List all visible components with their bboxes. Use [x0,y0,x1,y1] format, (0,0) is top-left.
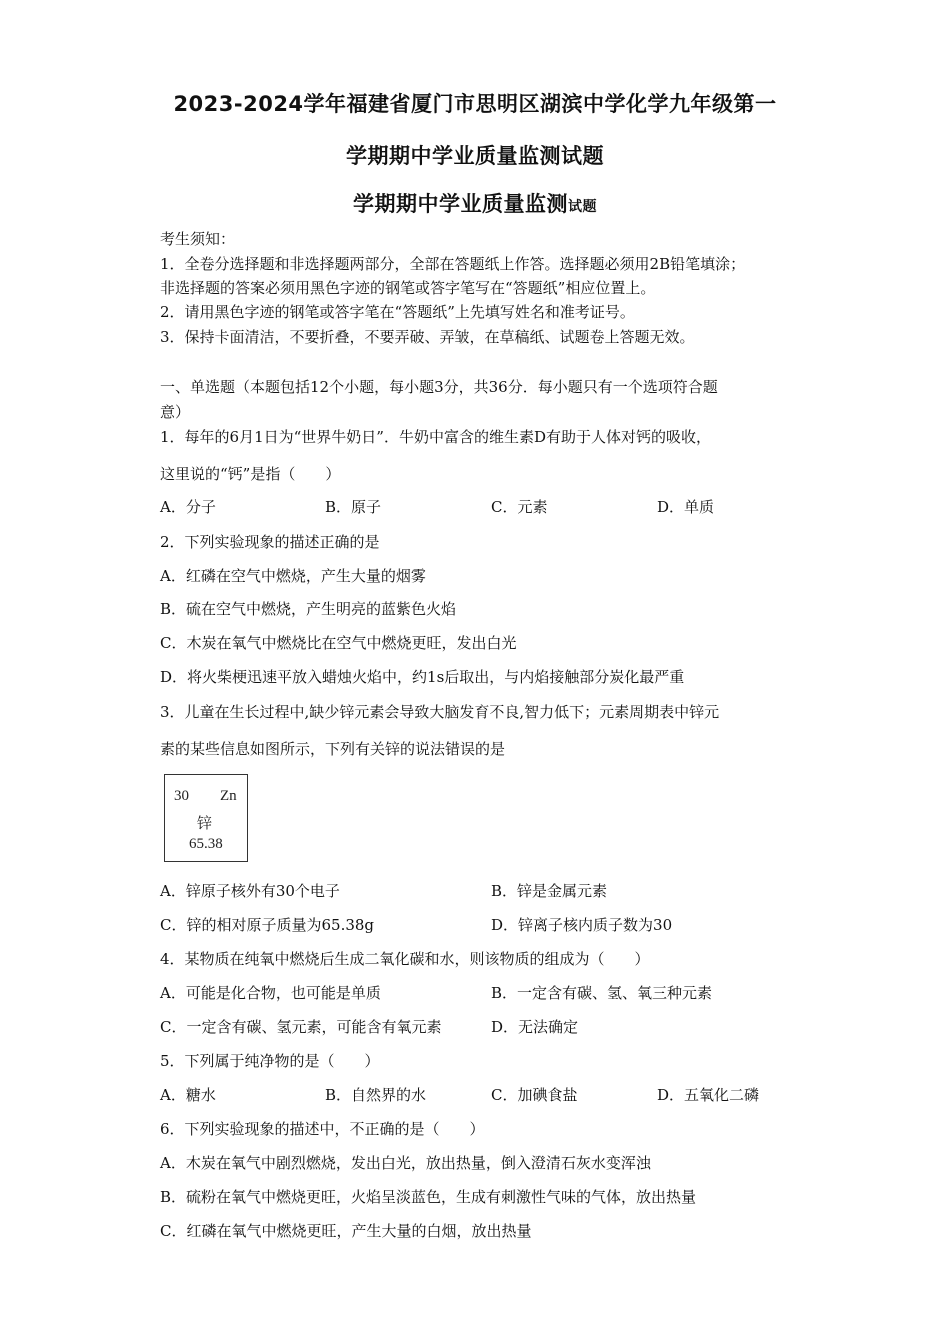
page-title-line2: 学期期中学业质量监测试题 [346,144,604,168]
q2-option-b: B．硫在空气中燃烧，产生明亮的蓝紫色火焰 [160,600,457,618]
q1-option-a: A．分子 [160,498,216,516]
section-heading-a: 一、单选题（本题包括12个小题，每小题3分，共36分．每小题只有一个选项符合题 [160,378,718,396]
q5-option-d: D．五氧化二磷 [657,1086,760,1104]
q5-option-a: A．糖水 [160,1086,216,1104]
q6-option-a: A．木炭在氧气中剧烈燃烧，发出白光，放出热量，倒入澄清石灰水变浑浊 [160,1154,651,1172]
q4-stem: 4．某物质在纯氧中燃烧后生成二氧化碳和水，则该物质的组成为（ ） [160,950,650,968]
q6-option-b: B．硫粉在氧气中燃烧更旺，火焰呈淡蓝色，生成有刺激性气味的气体，放出热量 [160,1188,697,1206]
element-tile-zinc [164,774,248,862]
notice-item-3: 3．保持卡面清洁，不要折叠，不要弄破、弄皱，在草稿纸、试题卷上答题无效。 [160,328,695,346]
q6-stem: 6．下列实验现象的描述中，不正确的是（ ） [160,1120,485,1138]
q3-option-c: C．锌的相对原子质量为65.38g [160,916,375,934]
q2-option-a: A．红磷在空气中燃烧，产生大量的烟雾 [160,567,426,585]
q6-option-c: C．红磷在氧气中燃烧更旺，产生大量的白烟，放出热量 [160,1222,532,1240]
section-heading-b: 意） [160,403,191,421]
q4-option-d: D．无法确定 [491,1018,579,1036]
q2-option-c: C．木炭在氧气中燃烧比在空气中燃烧更旺，发出白光 [160,634,517,652]
q3-stem-b: 素的某些信息如图所示，下列有关锌的说法错误的是 [160,740,506,758]
q3-option-a: A．锌原子核外有30个电子 [160,882,340,900]
q4-option-a: A．可能是化合物，也可能是单质 [160,984,381,1002]
q5-stem: 5．下列属于纯净物的是（ ） [160,1052,380,1070]
q1-option-d: D．单质 [657,498,715,516]
page-title-line3 [0,188,950,218]
element-symbol: Zn [220,788,237,804]
title-line3-main: 学期期中学业质量监测 [353,192,568,216]
notice-item-1b: 非选择题的答案必须用黑色字迹的钢笔或答字笔写在“答题纸”相应位置上。 [160,279,656,297]
notice-item-2: 2．请用黑色字迹的钢笔或答字笔在“答题纸”上先填写姓名和准考证号。 [160,303,635,321]
notice-item-1a: 1．全卷分选择题和非选择题两部分，全部在答题纸上作答。选择题必须用2B铅笔填涂； [160,255,746,273]
q1-option-c: C．元素 [491,498,548,516]
element-name: 锌 [197,814,213,832]
element-atomic-number: 30 [174,788,189,804]
q1-stem-a: 1．每年的6月1日为“世界牛奶日”．牛奶中富含的维生素D有助于人体对钙的吸收， [160,428,711,446]
q5-option-b: B．自然界的水 [325,1086,427,1104]
q2-stem: 2．下列实验现象的描述正确的是 [160,533,380,551]
q3-stem-a: 3．儿童在生长过程中,缺少锌元素会导致大脑发育不良,智力低下；元素周期表中锌元 [160,703,720,721]
q1-option-b: B．原子 [325,498,382,516]
page-title-line1: 2023-2024学年福建省厦门市思明区湖滨中学化学九年级第一 [173,92,777,116]
notice-heading: 考生须知： [160,230,236,248]
q5-option-c: C．加碘食盐 [491,1086,578,1104]
element-atomic-mass: 65.38 [189,836,223,852]
q1-stem-b: 这里说的“钙”是指（ ） [160,465,341,483]
q4-option-b: B．一定含有碳、氢、氧三种元素 [491,984,713,1002]
q2-option-d: D．将火柴梗迅速平放入蜡烛火焰中，约1s后取出，与内焰接触部分炭化最严重 [160,668,685,686]
q3-option-b: B．锌是金属元素 [491,882,608,900]
q4-option-c: C．一定含有碳、氢元素，可能含有氧元素 [160,1018,442,1036]
title-line3-suffix: 试题 [568,199,597,215]
q3-option-d: D．锌离子核内质子数为30 [491,916,673,934]
